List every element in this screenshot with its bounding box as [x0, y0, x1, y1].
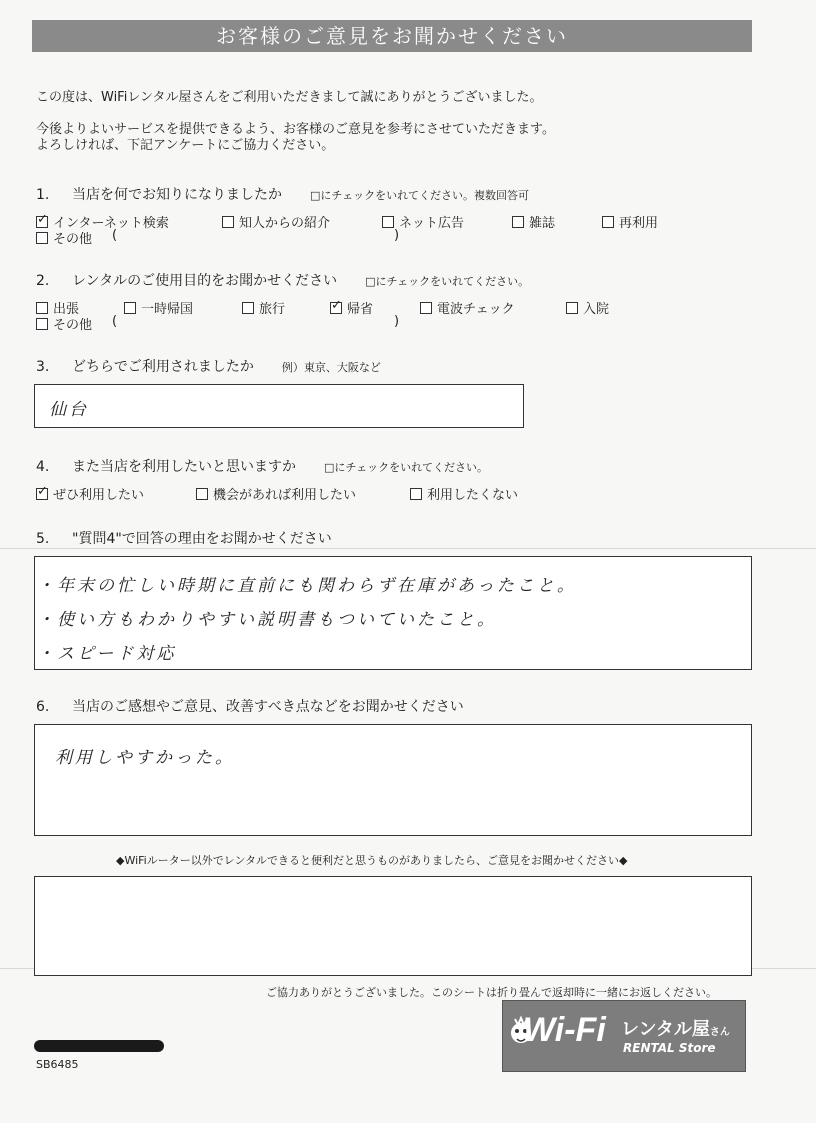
fold-line-upper — [0, 548, 816, 549]
question-6-text: 当店のご感想やご意見、改善すべき点などをお聞かせください — [72, 699, 464, 715]
q5-answer-line-3: ・スピード対応 — [37, 644, 177, 664]
q2-option-travel[interactable]: 旅行 — [242, 298, 285, 317]
question-1-text: 当店を何でお知りになりましたか — [72, 187, 282, 203]
q2-other-close-paren: ) — [394, 314, 400, 329]
checkbox-checked-icon[interactable] — [36, 488, 48, 500]
logo-san-text: さん — [709, 1027, 730, 1038]
q5-answer-field[interactable] — [34, 556, 752, 670]
page-title: お客様のご意見をお聞かせください — [32, 20, 752, 52]
redacted-name — [34, 1040, 164, 1052]
question-3-note: 例）東京、大阪など — [281, 361, 381, 374]
q5-answer-line-1: ・年末の忙しい時期に直前にも関わらず在庫があったこと。 — [37, 576, 577, 596]
question-5-text: "質問4"で回答の理由をお聞かせください — [72, 531, 332, 547]
question-4-note: □にチェックをいれてください。 — [324, 461, 489, 474]
intro-line-2: 今後よりよいサービスを提供できるよう、お客様のご意見を参考にさせていただきます。 — [36, 122, 555, 137]
checkbox-icon[interactable] — [36, 302, 48, 314]
footer-thanks: ご協力ありがとうございました。このシートは折り畳んで返却時に一緒にお返しください。 — [266, 986, 717, 999]
q2-option-hospital[interactable]: 入院 — [566, 298, 609, 317]
checkbox-icon[interactable] — [196, 488, 208, 500]
q1-option-reuse[interactable]: 再利用 — [602, 212, 658, 231]
checkbox-icon[interactable] — [124, 302, 136, 314]
question-1-number: 1. — [36, 187, 50, 203]
checkbox-checked-icon[interactable] — [330, 302, 342, 314]
checkbox-icon[interactable] — [242, 302, 254, 314]
q2-option-signal-check[interactable]: 電波チェック — [420, 298, 515, 317]
q6-answer-text: 利用しやすかった。 — [55, 748, 235, 768]
q2-option-temporary-return[interactable]: 一時帰国 — [124, 298, 193, 317]
q2-other-open-paren: ( — [112, 314, 118, 329]
q3-answer-text: 仙台 — [49, 400, 89, 420]
checkbox-icon[interactable] — [512, 216, 524, 228]
question-5 — [36, 528, 332, 548]
q4-option-no[interactable]: 利用したくない — [410, 484, 518, 503]
checkbox-icon[interactable] — [382, 216, 394, 228]
wifi-rental-logo — [502, 1000, 746, 1072]
question-7-text: ◆WiFiルーター以外でレンタルできると便利だと思うものがありましたら、ご意見をお聞かせください◆ — [116, 854, 628, 867]
question-2-note: □にチェックをいれてください。 — [365, 275, 530, 288]
question-6-number: 6. — [36, 699, 50, 715]
question-6 — [36, 696, 464, 716]
q1-option-magazine[interactable]: 雑誌 — [512, 212, 555, 231]
checkbox-checked-icon[interactable] — [36, 216, 48, 228]
checkbox-icon[interactable] — [36, 232, 48, 244]
checkbox-icon[interactable] — [420, 302, 432, 314]
q1-option-other[interactable]: その他 — [36, 228, 92, 247]
q4-option-definitely[interactable]: ✓ぜひ利用したい — [36, 484, 144, 503]
logo-japanese-text: レンタル屋さん — [621, 1019, 730, 1040]
question-4-number: 4. — [36, 459, 50, 475]
checkbox-icon[interactable] — [602, 216, 614, 228]
question-3-number: 3. — [36, 359, 50, 375]
question-2-number: 2. — [36, 273, 50, 289]
intro-line-1: この度は、WiFiレンタル屋さんをご利用いただきまして誠にありがとうございました。 — [36, 90, 543, 105]
logo-english-text: RENTAL Store — [623, 1041, 716, 1055]
question-5-number: 5. — [36, 531, 50, 547]
question-4-text: また当店を利用したいと思いますか — [72, 459, 296, 475]
q3-answer-field[interactable] — [34, 384, 524, 428]
form-code: SB6485 — [36, 1058, 79, 1071]
checkbox-icon[interactable] — [222, 216, 234, 228]
q4-option-if-chance[interactable]: 機会があれば利用したい — [196, 484, 356, 503]
q5-answer-line-2: ・使い方もわかりやすい説明書もついていたこと。 — [37, 610, 497, 630]
question-1 — [36, 184, 529, 204]
q2-option-homecoming[interactable]: ✓ 帰省 — [330, 298, 373, 317]
question-2-text: レンタルのご使用目的をお聞かせください — [72, 273, 338, 289]
q2-option-other[interactable]: その他 — [36, 314, 92, 333]
question-2 — [36, 270, 529, 290]
checkbox-icon[interactable] — [566, 302, 578, 314]
question-3-text: どちらでご利用されましたか — [72, 359, 254, 375]
question-4 — [36, 456, 488, 476]
question-3 — [36, 356, 381, 376]
question-1-note: □にチェックをいれてください。複数回答可 — [310, 189, 530, 202]
q6-answer-field[interactable] — [34, 724, 752, 836]
checkbox-icon[interactable] — [36, 318, 48, 330]
q1-other-open-paren: ( — [112, 228, 118, 243]
q2-option-business-trip[interactable]: 出張 — [36, 298, 79, 317]
intro-line-3: よろしければ、下記アンケートにご協力ください。 — [36, 138, 335, 153]
q7-answer-field[interactable] — [34, 876, 752, 976]
checkbox-icon[interactable] — [410, 488, 422, 500]
q1-option-net-ad[interactable]: ネット広告 — [382, 212, 464, 231]
q1-option-internet[interactable]: ✓インターネット検索 — [36, 212, 169, 231]
logo-wifi-text: Wi-Fi — [523, 1011, 606, 1049]
q1-option-referral[interactable]: 知人からの紹介 — [222, 212, 330, 231]
q1-other-close-paren: ) — [394, 228, 400, 243]
